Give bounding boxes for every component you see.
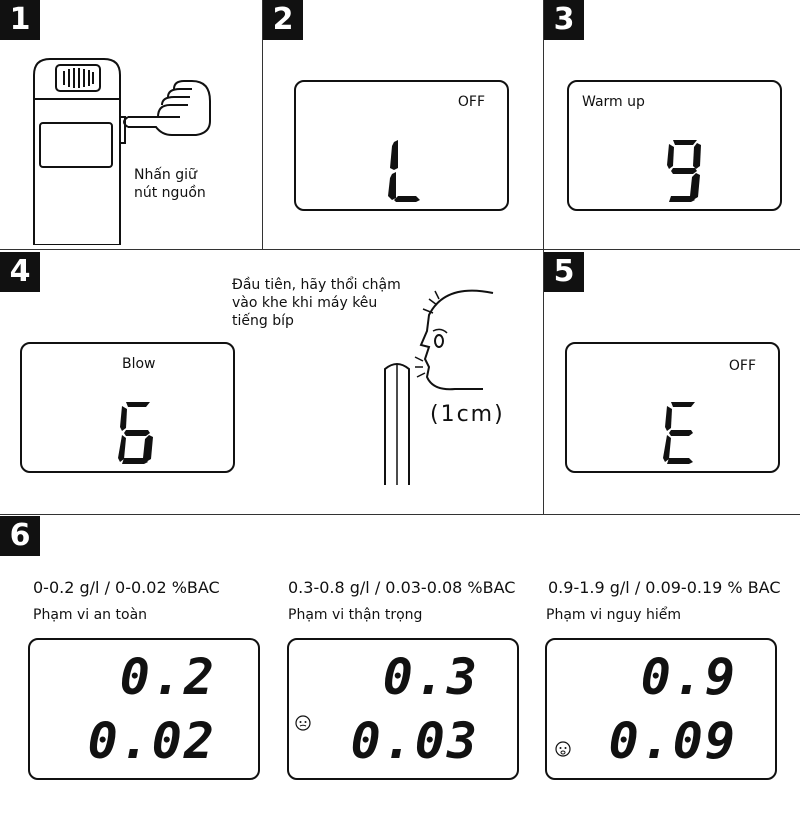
lcd-display-step4 [20, 342, 235, 473]
face-icon [554, 740, 572, 758]
face-icon [294, 714, 312, 732]
step-number-1: 1 [0, 0, 40, 40]
seven-segment-digit [388, 140, 424, 202]
lcd-digit-value [296, 82, 297, 83]
lcd-display-safe [28, 638, 260, 780]
step-number-2: 2 [263, 0, 303, 40]
lcd-digit-value [22, 344, 23, 345]
lcd-display-step3 [567, 80, 782, 211]
lcd-digit-value [567, 344, 568, 345]
lcd-display-step2 [294, 80, 509, 211]
breathalyzer-device-illustration [20, 55, 130, 245]
blowing-face-illustration [375, 285, 495, 485]
grid-line-h2 [0, 514, 800, 515]
step4-caption-line2: vào khe khi máy kêu [232, 295, 378, 311]
step1-caption-line1: Nhấn giữ [134, 167, 197, 183]
seven-segment-digit [118, 402, 156, 464]
reading-gl: 0.3 [382, 648, 479, 706]
grid-line-h1 [0, 249, 800, 250]
step-number-5: 5 [544, 252, 584, 292]
lcd-display-caution [287, 638, 519, 780]
step4-caption-line3: tiếng bíp [232, 313, 294, 329]
zone-name-safe: Phạm vi an toàn [33, 607, 148, 623]
reading-bac: 0.09 [608, 712, 737, 770]
distance-label: (1cm) [430, 402, 505, 427]
step1-caption-line2: nút nguồn [134, 185, 206, 201]
reading-bac: 0.03 [350, 712, 479, 770]
off-label: OFF [728, 358, 756, 374]
zone-range-caution: 0.3-0.8 g/l / 0.03-0.08 %BAC [288, 578, 516, 597]
step-number-6: 6 [0, 516, 40, 556]
step4-caption-line1: Đầu tiên, hãy thổi chậm [232, 277, 401, 293]
pressing-hand-icon [118, 75, 218, 145]
reading-gl: 0.2 [119, 648, 216, 706]
zone-name-caution: Phạm vi thận trọng [288, 607, 423, 623]
warm-up-label: Warm up [582, 94, 645, 110]
reading-bac: 0.02 [87, 712, 216, 770]
seven-segment-digit [663, 402, 701, 464]
seven-segment-digit [665, 140, 703, 202]
blow-label: Blow [122, 356, 156, 372]
step-number-3: 3 [544, 0, 584, 40]
zone-range-safe: 0-0.2 g/l / 0-0.02 %BAC [33, 578, 220, 597]
reading-gl: 0.9 [640, 648, 737, 706]
zone-range-danger: 0.9-1.9 g/l / 0.09-0.19 % BAC [548, 578, 781, 597]
zone-name-danger: Phạm vi nguy hiểm [546, 607, 681, 623]
lcd-display-step5 [565, 342, 780, 473]
lcd-display-danger [545, 638, 777, 780]
step-number-4: 4 [0, 252, 40, 292]
lcd-digit-value [569, 82, 570, 83]
off-label: OFF [457, 94, 485, 110]
